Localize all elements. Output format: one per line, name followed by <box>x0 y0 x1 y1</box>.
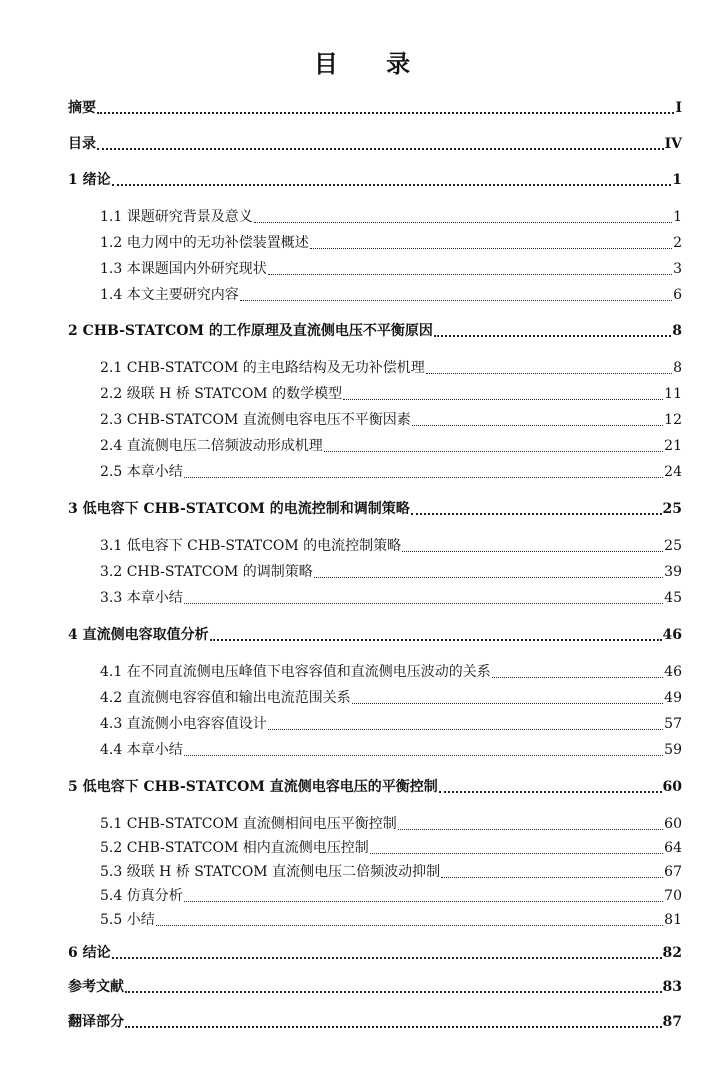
toc-dot-leader <box>370 853 663 854</box>
toc-page-number: 87 <box>662 1014 682 1030</box>
toc-entry-title: 5.5 小结 <box>100 912 155 928</box>
toc-dot-leader <box>441 877 663 878</box>
toc-entry-title: 4.1 在不同直流侧电压峰值下电容容值和直流侧电压波动的关系 <box>100 664 491 680</box>
toc-section-entry[interactable] <box>100 837 682 859</box>
toc-dot-leader <box>402 551 663 552</box>
toc-dot-leader <box>156 925 663 926</box>
toc-dot-leader <box>112 184 672 186</box>
toc-entry-title: 摘要 <box>68 100 96 116</box>
toc-section-entry[interactable] <box>100 909 682 931</box>
toc-page-number: 70 <box>664 888 682 904</box>
toc-entry-title: 1 绪论 <box>68 172 111 188</box>
toc-dot-leader <box>343 399 663 400</box>
toc-page-number: 45 <box>664 590 682 606</box>
toc-dot-leader <box>439 791 662 793</box>
toc-page-number: 21 <box>664 438 682 454</box>
toc-page-number: 59 <box>664 742 682 758</box>
toc-section-entry[interactable] <box>100 357 682 379</box>
toc-entry-title: 4 直流侧电容取值分析 <box>68 627 209 643</box>
toc-page-number: 46 <box>664 664 682 680</box>
toc-chapter-entry[interactable] <box>68 624 682 646</box>
toc-entry-title: 4.2 直流侧电容容值和输出电流范围关系 <box>100 690 351 706</box>
toc-dot-leader <box>184 901 663 902</box>
toc-dot-leader <box>324 451 663 452</box>
toc-page-number: 67 <box>664 864 682 880</box>
toc-dot-leader <box>314 577 663 578</box>
toc-entry-title: 1.1 课题研究背景及意义 <box>100 209 253 225</box>
toc-dot-leader <box>310 248 672 249</box>
toc-chapter-entry[interactable] <box>68 976 682 998</box>
toc-page-number: 1 <box>673 209 682 225</box>
toc-dot-leader <box>210 639 662 641</box>
toc-entry-title: 5.3 级联 H 桥 STATCOM 直流侧电压二倍频波动抑制 <box>100 864 441 880</box>
toc-entry-title: 3.3 本章小结 <box>100 590 183 606</box>
toc-page-number: 12 <box>664 412 682 428</box>
toc-dot-leader <box>412 425 663 426</box>
toc-page-number: 8 <box>673 360 682 376</box>
toc-page-number: 6 <box>673 287 682 303</box>
toc-dot-leader <box>97 112 674 114</box>
toc-entry-title: 目录 <box>68 136 96 152</box>
toc-section-entry[interactable] <box>100 687 682 709</box>
toc-entry-title: 5.2 CHB-STATCOM 相内直流侧电压控制 <box>100 840 369 856</box>
toc-page-number: 64 <box>664 840 682 856</box>
toc-chapter-entry[interactable] <box>68 776 682 798</box>
toc-page-number: 2 <box>673 235 682 251</box>
toc-entry-title: 5 低电容下 CHB-STATCOM 直流侧电容电压的平衡控制 <box>68 779 438 795</box>
toc-dot-leader <box>492 677 663 678</box>
toc-dot-leader <box>184 755 663 756</box>
toc-page-number: 25 <box>662 501 682 517</box>
toc-entry-title: 1.3 本课题国内外研究现状 <box>100 261 267 277</box>
toc-section-entry[interactable] <box>100 713 682 735</box>
toc-dot-leader <box>240 300 672 301</box>
toc-entry-title: 参考文献 <box>68 979 124 995</box>
toc-page-number: 83 <box>662 979 682 995</box>
toc-section-entry[interactable] <box>100 739 682 761</box>
toc-section-entry[interactable] <box>100 885 682 907</box>
toc-dot-leader <box>426 373 672 374</box>
toc-entry-title: 3.2 CHB-STATCOM 的调制策略 <box>100 564 313 580</box>
toc-page-number: 46 <box>662 627 682 643</box>
toc-page-number: 24 <box>664 464 682 480</box>
toc-page-number: 81 <box>664 912 682 928</box>
toc-entry-title: 1.2 电力网中的无功补偿装置概述 <box>100 235 309 251</box>
toc-dot-leader <box>398 829 663 830</box>
toc-dot-leader <box>184 477 663 478</box>
toc-section-entry[interactable] <box>100 561 682 583</box>
toc-section-entry[interactable] <box>100 284 682 306</box>
toc-page-number: 57 <box>664 716 682 732</box>
toc-entry-title: 2.4 直流侧电压二倍频波动形成机理 <box>100 438 323 454</box>
toc-entry-title: 3.1 低电容下 CHB-STATCOM 的电流控制策略 <box>100 538 402 554</box>
toc-entry-title: 翻译部分 <box>68 1014 124 1030</box>
toc-entry-title: 2 CHB-STATCOM 的工作原理及直流侧电压不平衡原因 <box>68 323 433 339</box>
toc-page-number: 3 <box>673 261 682 277</box>
toc-page-number: 1 <box>672 172 682 188</box>
toc-entry-title: 5.4 仿真分析 <box>100 888 183 904</box>
toc-dot-leader <box>112 957 662 959</box>
toc-chapter-entry[interactable] <box>68 169 682 191</box>
toc-dot-leader <box>184 603 663 604</box>
toc-chapter-entry[interactable] <box>68 320 682 342</box>
toc-page-number: 25 <box>664 538 682 554</box>
toc-page-number: 11 <box>664 386 682 402</box>
toc-dot-leader <box>268 274 672 275</box>
toc-section-entry[interactable] <box>100 258 682 280</box>
toc-section-entry[interactable] <box>100 409 682 431</box>
toc-section-entry[interactable] <box>100 661 682 683</box>
toc-section-entry[interactable] <box>100 435 682 457</box>
toc-entry-title: 2.2 级联 H 桥 STATCOM 的数学模型 <box>100 386 343 402</box>
toc-dot-leader <box>97 148 664 150</box>
toc-entry-title: 1.4 本文主要研究内容 <box>100 287 239 303</box>
toc-dot-leader <box>434 335 671 337</box>
toc-dot-leader <box>125 991 662 993</box>
toc-page-number: 60 <box>662 779 682 795</box>
toc-section-entry[interactable] <box>100 232 682 254</box>
toc-dot-leader <box>352 703 663 704</box>
toc-page-number: 60 <box>664 816 682 832</box>
toc-section-entry[interactable] <box>100 861 682 883</box>
toc-section-entry[interactable] <box>100 587 682 609</box>
toc-entry-title: 4.4 本章小结 <box>100 742 183 758</box>
toc-dot-leader <box>411 513 662 515</box>
toc-dot-leader <box>254 222 672 223</box>
toc-dot-leader <box>268 729 663 730</box>
toc-page-number: 8 <box>672 323 682 339</box>
toc-page-number: I <box>675 100 682 116</box>
toc-entry-title: 3 低电容下 CHB-STATCOM 的电流控制和调制策略 <box>68 501 410 517</box>
toc-dot-leader <box>125 1026 662 1028</box>
toc-page-number: IV <box>664 136 682 152</box>
toc-chapter-entry[interactable] <box>68 97 682 119</box>
toc-entry-title: 2.3 CHB-STATCOM 直流侧电容电压不平衡因素 <box>100 412 411 428</box>
toc-section-entry[interactable] <box>100 206 682 228</box>
toc-section-entry[interactable] <box>100 535 682 557</box>
toc-entry-title: 6 结论 <box>68 945 111 961</box>
toc-chapter-entry[interactable] <box>68 133 682 155</box>
toc-page-number: 39 <box>664 564 682 580</box>
toc-entry-title: 2.5 本章小结 <box>100 464 183 480</box>
toc-section-entry[interactable] <box>100 461 682 483</box>
toc-page-number: 82 <box>662 945 682 961</box>
toc-entry-title: 5.1 CHB-STATCOM 直流侧相间电压平衡控制 <box>100 816 397 832</box>
toc-entry-title: 2.1 CHB-STATCOM 的主电路结构及无功补偿机理 <box>100 360 425 376</box>
toc-chapter-entry[interactable] <box>68 1011 682 1033</box>
toc-section-entry[interactable] <box>100 813 682 835</box>
toc-chapter-entry[interactable] <box>68 498 682 520</box>
toc-chapter-entry[interactable] <box>68 942 682 964</box>
page-title: 目 录 <box>313 49 431 78</box>
toc-entry-title: 4.3 直流侧小电容容值设计 <box>100 716 267 732</box>
toc-page-number: 49 <box>664 690 682 706</box>
toc-section-entry[interactable] <box>100 383 682 405</box>
